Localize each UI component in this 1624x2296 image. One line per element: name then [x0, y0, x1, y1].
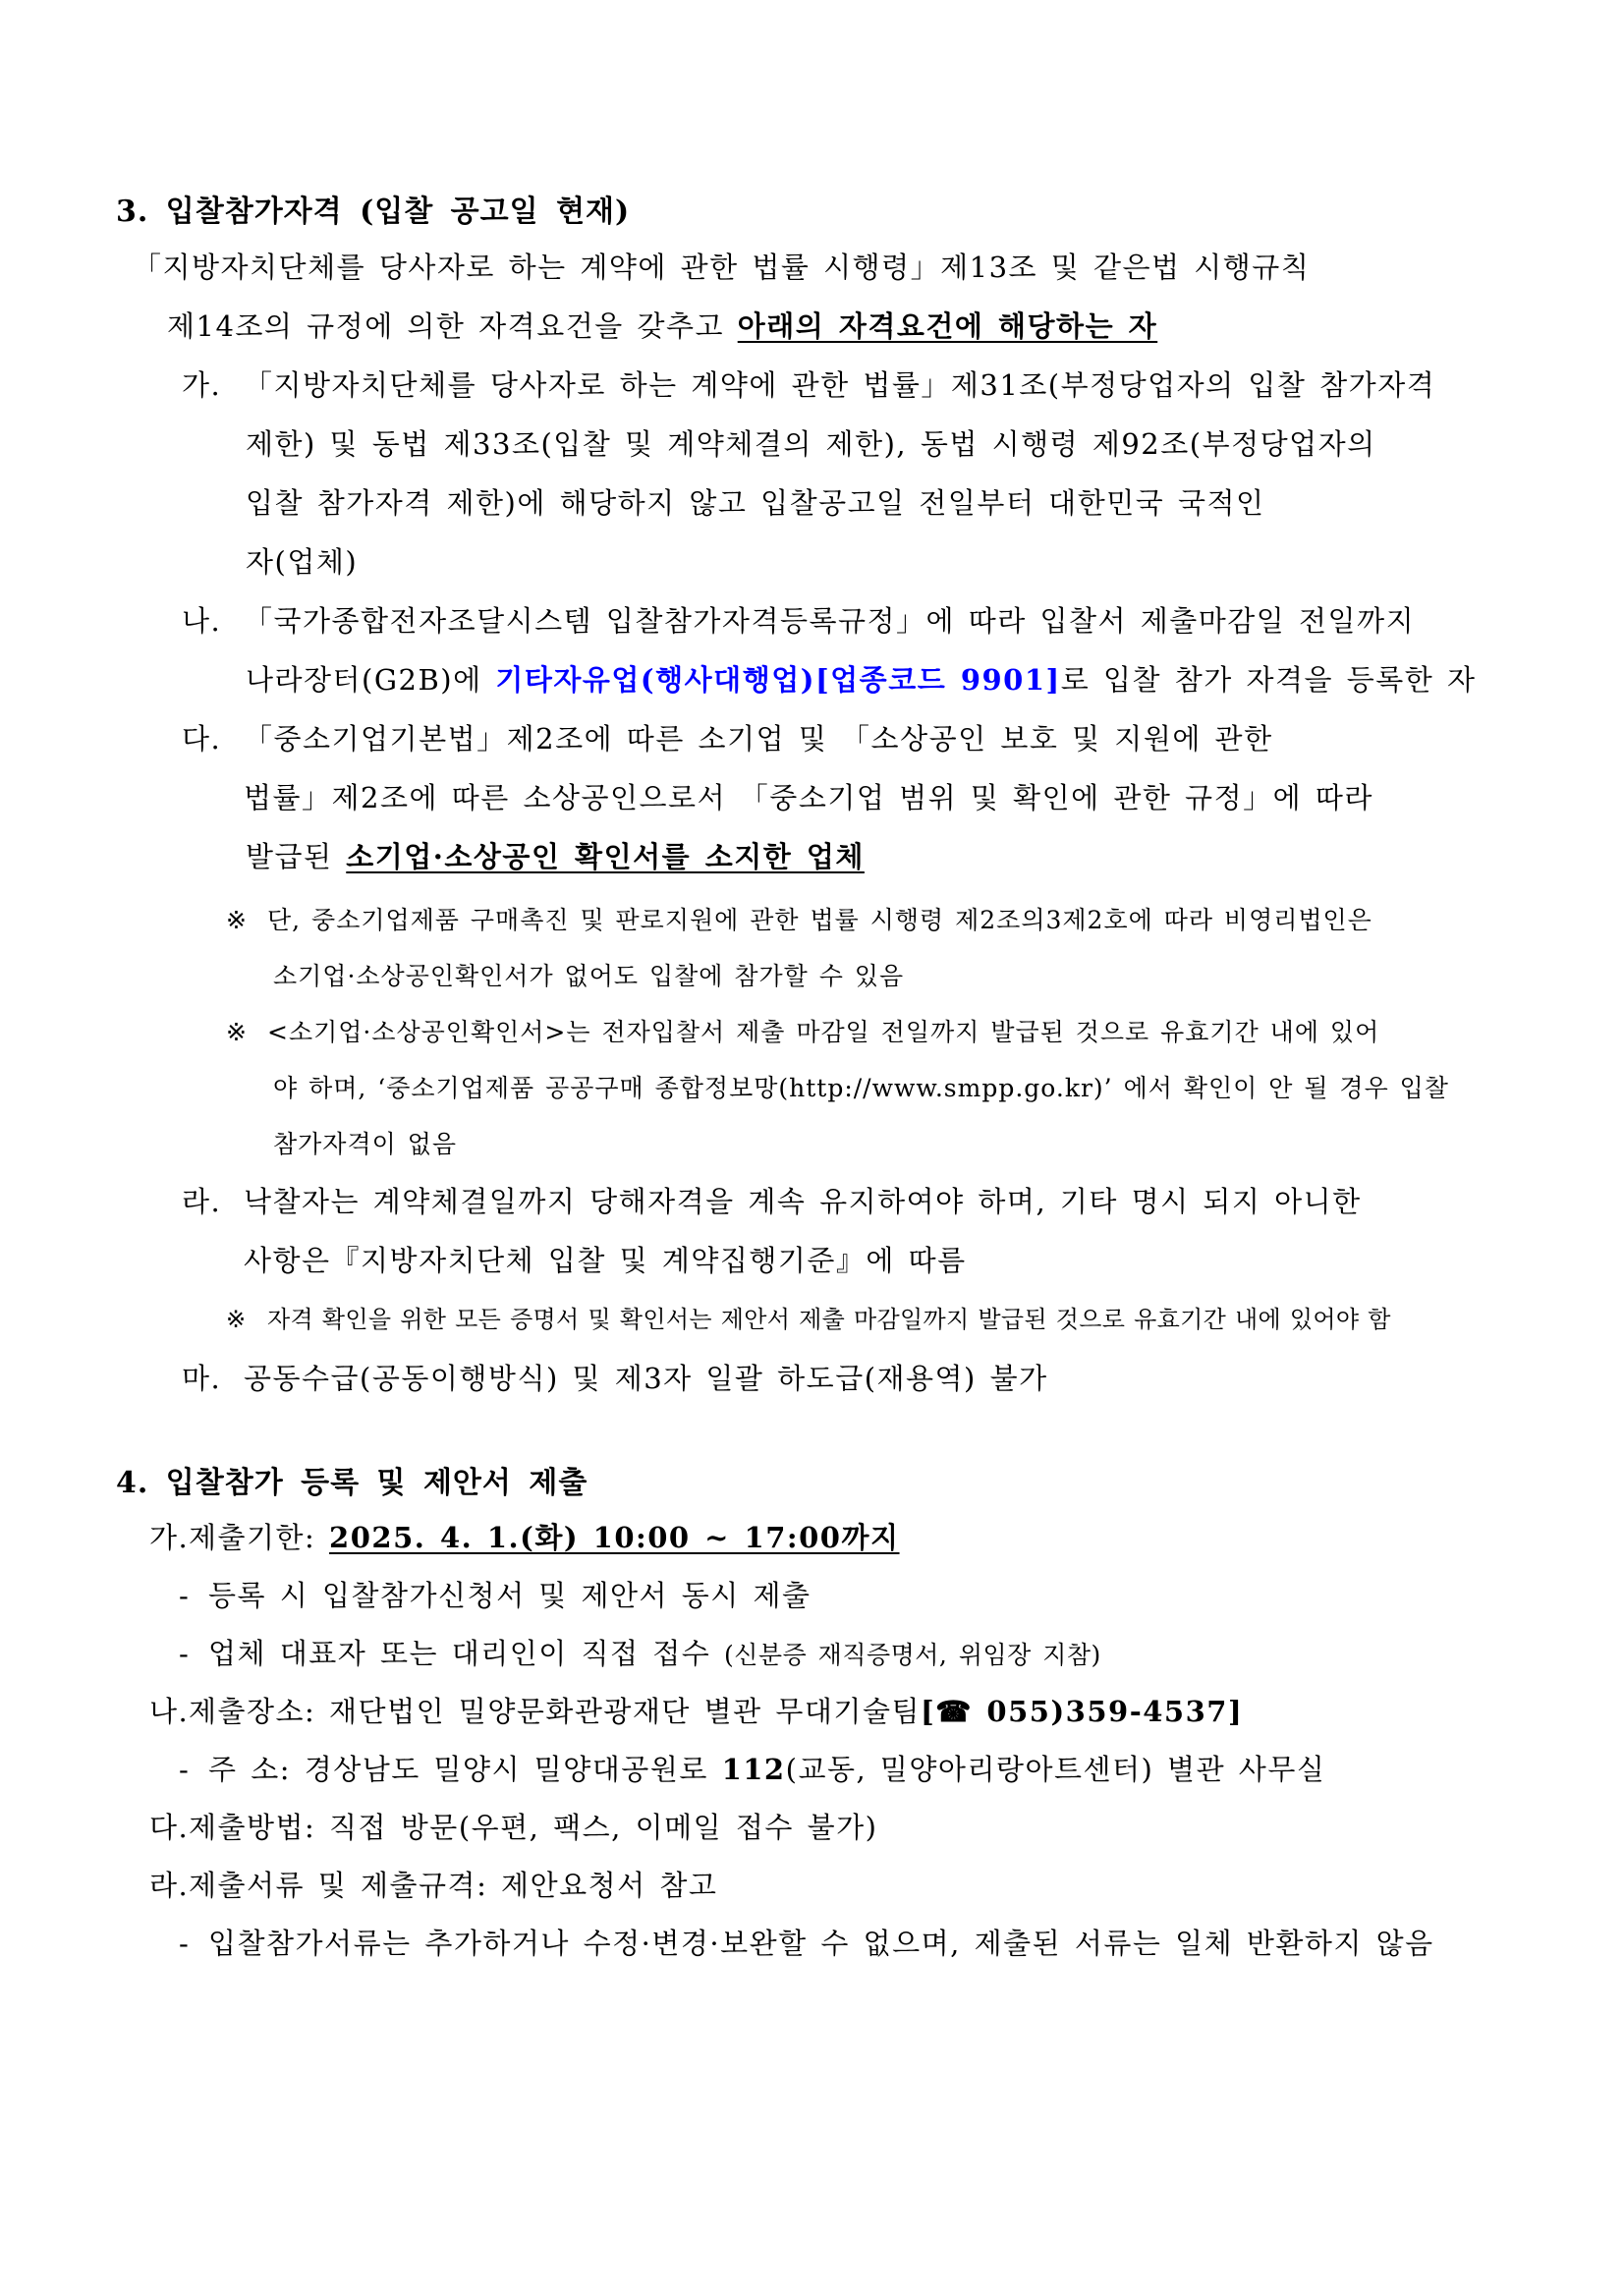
- item-ma-text: 공동수급(공동이행방식) 및 제3자 일괄 하도급(재용역) 불가: [244, 1362, 1048, 1395]
- dash: -: [179, 1637, 191, 1670]
- industry-code-highlight: 기타자유업(행사대행업)[업종코드 9901]: [495, 663, 1061, 697]
- s4-item-ga-line: [0, 1509, 1624, 1567]
- item-ma-line: [0, 1349, 1624, 1408]
- method-text: 제출방법: 직접 방문(우편, 팩스, 이메일 접수 불가): [189, 1811, 878, 1844]
- item-ga-text: 「지방자치단체를 당사자로 하는 계약에 관한 법률」제31조(부정당업자의 입찰 참가자격: [244, 368, 1436, 402]
- s4-item-da-marker: 다.: [149, 1811, 190, 1844]
- s4-item-ra-line: [0, 1857, 1624, 1915]
- s4-item-ra-sub: [0, 1915, 1624, 1973]
- note-1-line-1: [0, 892, 1624, 948]
- dash: -: [179, 1579, 191, 1612]
- note-text: 자격 확인을 위한 모든 증명서 및 확인서는 제안서 제출 마감일까지 발급된 것으로 유효기간 내에 있어야 함: [267, 1306, 1391, 1333]
- item-ra-line-1: [0, 1172, 1624, 1231]
- s4-item-na-sub: [0, 1741, 1624, 1799]
- address-pre: 주 소: 경상남도 밀양시 밀양대공원로: [208, 1753, 722, 1786]
- section-3-intro-line-2: [0, 297, 1624, 356]
- item-ga-line-2: 제한) 및 동법 제33조(입찰 및 계약체결의 제한), 동법 시행령 제92조(부정당업자의: [246, 427, 1376, 461]
- item-ra-marker: 라.: [182, 1185, 222, 1218]
- section-3-heading: 3. 입찰참가자격 (입찰 공고일 현재): [116, 195, 631, 229]
- intro-emphasis: 아래의 자격요건에 해당하는 자: [737, 309, 1158, 343]
- location-text: 제출장소: 재단법인 밀양문화관광재단 별관 무대기술팀: [189, 1695, 921, 1728]
- s4-item-na-marker: 나.: [149, 1695, 190, 1728]
- item-da-line-1: [0, 709, 1624, 768]
- note-1-line-2: 소기업·소상공인확인서가 없어도 입찰에 참가할 수 있음: [273, 962, 905, 990]
- dash: -: [179, 1927, 191, 1960]
- s4-item-ga-marker: 가.: [149, 1521, 190, 1554]
- note-2-line-1: [0, 1004, 1624, 1060]
- item-da-marker: 다.: [182, 722, 222, 756]
- s4-item-ga-sub-1: [0, 1567, 1624, 1625]
- note-2-line-2: 야 하며, ‘중소기업제품 공공구매 종합정보망(http://www.smpp.go.kr)’ 에서 확인이 안 될 경우 입찰: [273, 1074, 1449, 1102]
- note-mark: ※: [226, 1306, 247, 1333]
- item-da-line-2: 법률」제2조에 따른 소상공인으로서 「중소기업 범위 및 확인에 관한 규정」에 따라: [244, 781, 1373, 814]
- s4-item-da-line: [0, 1799, 1624, 1857]
- item-ga-line-1: [0, 356, 1624, 415]
- phone-contact: [☎ 055)359-4537]: [920, 1695, 1244, 1728]
- section-4-heading: 4. 입찰참가 등록 및 제안서 제출: [116, 1466, 588, 1500]
- intro-text: 제14조의 규정에 의한 자격요건을 갖추고: [167, 309, 738, 343]
- section-3-intro-line-1: 「지방자치단체를 당사자로 하는 계약에 관한 법률 시행령」제13조 및 같은법 시행규칙: [133, 251, 1311, 284]
- item-na-text: 「국가종합전자조달시스템 입찰참가자격등록규정」에 따라 입찰서 제출마감일 전일까지: [244, 604, 1416, 638]
- address-post: (교동, 밀양아리랑아트센터) 별관 사무실: [785, 1753, 1326, 1786]
- s4-item-na-line: [0, 1683, 1624, 1741]
- s4-item-ra-marker: 라.: [149, 1869, 190, 1902]
- item-da-text: 「중소기업기본법」제2조에 따른 소기업 및 「소상공인 보호 및 지원에 관한: [244, 722, 1273, 756]
- item-ga-marker: 가.: [182, 368, 222, 402]
- note-text: 단, 중소기업제품 구매촉진 및 판로지원에 관한 법률 시행령 제2조의3제2호에 따라 비영리법인은: [267, 906, 1372, 934]
- note-3-line: [0, 1290, 1624, 1349]
- sub-text: 입찰참가서류는 추가하거나 수정·변경·보완할 수 없으며, 제출된 서류는 일체 반환하지 않음: [208, 1927, 1434, 1960]
- note-mark: ※: [226, 906, 248, 934]
- sub-text: 업체 대표자 또는 대리인이 직접 접수: [208, 1637, 725, 1670]
- item-ra-text: 낙찰자는 계약체결일까지 당해자격을 계속 유지하여야 하며, 기타 명시 되지 아니한: [244, 1185, 1362, 1218]
- item-na-line-1: [0, 591, 1624, 650]
- item-ma-marker: 마.: [182, 1362, 222, 1395]
- item-na-post: 로 입찰 참가 자격을 등록한 자: [1060, 663, 1477, 697]
- item-da-pre: 발급된: [246, 840, 347, 873]
- item-ra-line-2: 사항은『지방자치단체 입찰 및 계약집행기준』에 따름: [244, 1244, 967, 1277]
- item-da-line-3: [0, 827, 1624, 886]
- item-na-line-2: [0, 650, 1624, 709]
- item-ga-line-3: 입찰 참가자격 제한)에 해당하지 않고 입찰공고일 전일부터 대한민국 국적인: [246, 486, 1265, 520]
- item-na-pre: 나라장터(G2B)에: [246, 663, 496, 697]
- item-na-marker: 나.: [182, 604, 222, 638]
- documents-text: 제출서류 및 제출규격: 제안요청서 참고: [189, 1869, 718, 1902]
- address-number: 112: [721, 1753, 786, 1786]
- sub-text: 등록 시 입찰참가신청서 및 제안서 동시 제출: [208, 1579, 812, 1612]
- sub-note: (신분증 재직증명서, 위임장 지참): [724, 1641, 1101, 1669]
- dash: -: [179, 1753, 191, 1786]
- note-mark: ※: [226, 1018, 248, 1046]
- item-da-emphasis: 소기업·소상공인 확인서를 소지한 업체: [346, 840, 865, 873]
- item-ga-line-4: 자(업체): [246, 545, 359, 579]
- deadline-value: 2025. 4. 1.(화) 10:00 ~ 17:00까지: [329, 1521, 900, 1554]
- deadline-label: 제출기한:: [189, 1521, 330, 1554]
- note-text: <소기업·소상공인확인서>는 전자입찰서 제출 마감일 전일까지 발급된 것으로 유효기간 내에 있어: [267, 1018, 1380, 1046]
- note-2-line-3: 참가자격이 없음: [273, 1130, 457, 1158]
- s4-item-ga-sub-2: [0, 1625, 1624, 1683]
